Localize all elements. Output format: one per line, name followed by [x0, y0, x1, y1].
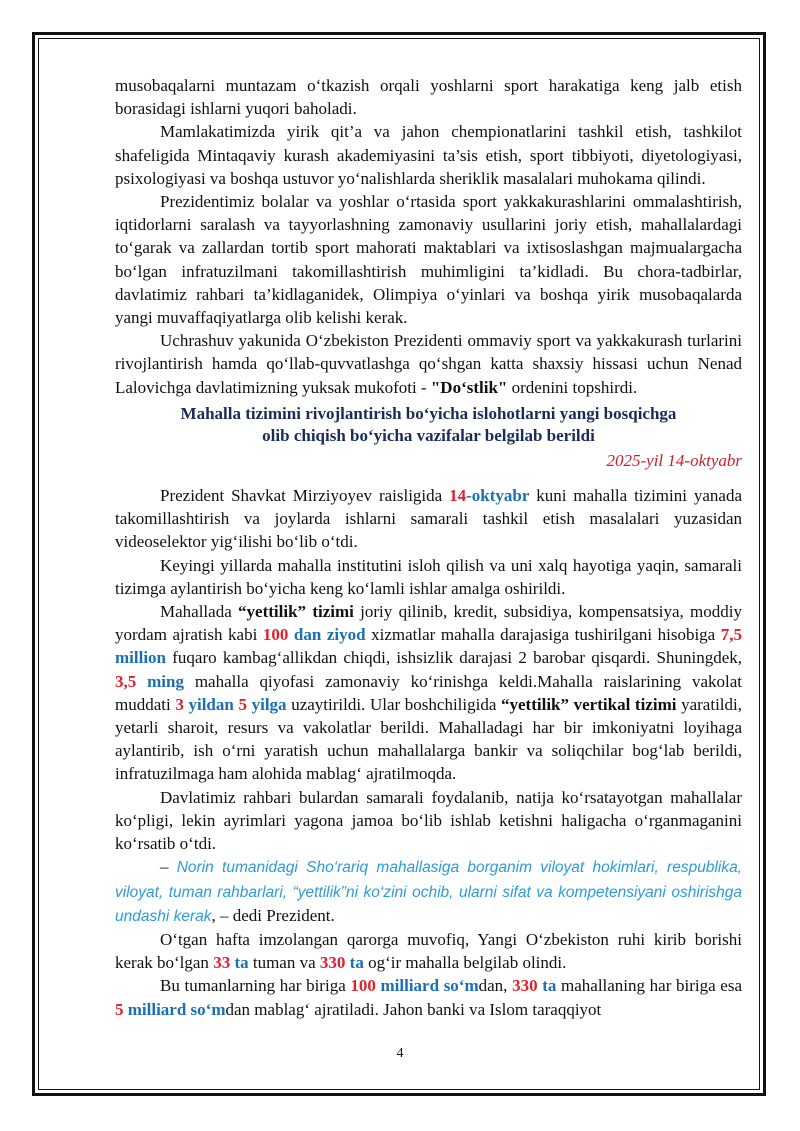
text: joriy qilinib, kredit, subsidiya, kompensatsiya, moddiy yordam ajratish kabi [115, 602, 743, 645]
highlight-unit: milliard so‘m [375, 976, 479, 996]
highlight-number: 3,5 [115, 671, 137, 691]
highlight-unit: yilga [246, 694, 287, 714]
heading-line: olib chiqish bo‘yicha vazifalar belgilab berildi [262, 425, 595, 445]
text: mahalla qiyofasi zamonaviy ko‘rinishga keldi.Mahalla raislarining vakolat muddati [115, 671, 742, 714]
paragraph: Prezidentimiz bolalar va yoshlar o‘rtasida sport yakkakurashlarini ommalashtirish, iqtidorlarni saralash va tayyorlashning zamonaviy usullarini joriy etish, mahallalardagi to‘garak va zallardan tortib sport mahorati maktablari va ixtisoslashgan majmualargacha bo‘lgan infratuzilmani takomillashtirish muhimligini ta’kidladi. Bu chora-tadbirlar, davlatimiz rahbari ta’kidlaganidek, Olimpiya o‘yinlari va boshqa yirik musobaqalarda yangi muvaffaqiyatlarga olib kelishi kerak. [115, 192, 742, 328]
highlight-unit: ming [136, 671, 184, 691]
text: - [466, 486, 472, 506]
highlight-unit: yildan [183, 694, 239, 714]
paragraph: musobaqalarni muntazam o‘tkazish orqali yoshlarni sport harakatiga keng jalb etish borasidagi ishlarni yuqori baholadi. [115, 76, 742, 119]
paragraph [115, 974, 742, 1020]
highlight-number: 7,5 [720, 625, 742, 645]
text: Bu tumanlarning har biriga [160, 976, 351, 996]
text: Mahallada [160, 602, 239, 622]
paragraph [115, 928, 742, 974]
text: – [160, 857, 177, 877]
highlight-number: 3 [175, 694, 184, 714]
highlight-unit: million [115, 648, 167, 668]
paragraph [115, 600, 742, 786]
text: kuni mahalla tizimini yanada takomillashtirish va joylarda ishlarni samarali tashkil etish masalalari yuzasidan videoselektor yig‘ilishi bo‘lib o‘tdi. [115, 486, 742, 552]
president-quote: Norin tumanidagi Sho‘rariq mahallasiga borganim viloyat hokimlari, respublika, viloyat, tuman rahbarlari, “yettilik”ni ko‘zini ochib, ularni sifat va kompetensiyani oshirishga undashi kerak [115, 859, 743, 925]
text: mahallaning har biriga esa [556, 976, 742, 996]
highlight-number: 100 [262, 625, 289, 645]
paragraph: Keyingi yillarda mahalla institutini isloh qilish va uni xalq hayotiga yaqin, samarali tizimga aylantirish bo‘yicha keng ko‘lamli ishlar amalga oshirildi. [115, 555, 742, 598]
text: dan mablag‘ ajratiladi. Jahon banki va Islom taraqqiyot [225, 999, 602, 1019]
heading-line: Mahalla tizimini rivojlantirish bo‘yicha islohotlarni yangi bosqichga [180, 403, 677, 423]
text: tuman va [248, 953, 320, 973]
highlight-number: 330 [512, 976, 538, 996]
highlight-unit: ta [230, 953, 249, 973]
document-body [115, 74, 742, 1021]
highlight-number: 100 [350, 976, 376, 996]
text: dan, [478, 976, 513, 996]
paragraph [115, 329, 742, 399]
text: Uchrashuv yakunida O‘zbekiston Prezidenti ommaviy sport va yakkakurash turlarini rivojlantirish hamda qo‘llab-quvvatlashga qo‘shgan katta shaxsiy hissasi uchun Nenad Lalovichga davlatimizning yuksak mukofoti - [115, 331, 742, 397]
page-number: 4 [396, 1046, 404, 1061]
highlight-number: 5 [115, 999, 124, 1019]
paragraph [115, 484, 742, 554]
article-heading [115, 403, 742, 447]
text: O‘tgan hafta imzolangan qarorga muvofiq, Yangi O‘zbekiston ruhi kirib borishi kerak bo‘lgan [115, 929, 742, 973]
paragraph: Davlatimiz rahbari bulardan samarali foydalanib, natija ko‘rsatayotgan mahallalar ko‘pligi, lekin ayrimlari yagona jamoa bo‘lib ishlab ketishni haligacha o‘rganmaganini ko‘rsatib o‘tdi. [115, 787, 742, 854]
highlight-unit: dan ziyod [288, 625, 366, 645]
text: xizmatlar mahalla darajasiga tushirilgani hisobiga [365, 625, 721, 645]
paragraph [115, 855, 742, 928]
paragraph: Mamlakatimizda yirik qit’a va jahon chempionatlarini tashkil etish, tashkilot shafeligida Mintaqaviy kurash akademiyasini ta’sis etish, sport tibbiyoti, diyetologiyasi, psixologiyasi va boshqa ustuvor yo‘nalishlarda sheriklik masalalari muhokama qilindi. [115, 122, 742, 188]
highlight-number: 14 [449, 486, 467, 506]
text: ordenini topshirdi. [507, 377, 638, 397]
highlight-unit: oktyabr [471, 486, 530, 506]
highlight-unit: ta [345, 953, 364, 973]
highlight-number: 330 [319, 953, 346, 973]
text: fuqaro kambag‘allikdan chiqdi, ishsizlik darajasi 2 barobar qisqardi. Shuningdek, [166, 648, 742, 668]
text: Prezident Shavkat Mirziyoyev raisligida [160, 486, 450, 506]
highlight-number: 5 [238, 694, 247, 714]
article-date: 2025-yil 14-oktyabr [606, 450, 742, 470]
award-name: "Do‘stlik" [430, 377, 508, 397]
text: , – dedi Prezident. [211, 905, 335, 925]
text: og‘ir mahalla belgilab olindi. [363, 953, 567, 973]
highlight-unit: milliard so‘m [123, 999, 226, 1019]
text: yaratildi, yetarli sharoit, resurs va vakolatlar berildi. Mahalladagi har bir imkoniyatni loyihaga aylantirib, ish o‘rni yaratish uchun mahallalarga bankir va soliqchilar bog‘lab berildi, infratuzilmaga ham alohida mablag‘ ajratilmoqda. [115, 694, 742, 784]
highlight-unit: ta [537, 976, 557, 996]
bold-term: “yettilik” tizimi [238, 602, 354, 622]
text: uzaytirildi. Ular boshchiligida [286, 694, 502, 714]
bold-term: “yettilik” vertikal tizimi [501, 694, 677, 714]
highlight-number: 33 [213, 953, 231, 973]
